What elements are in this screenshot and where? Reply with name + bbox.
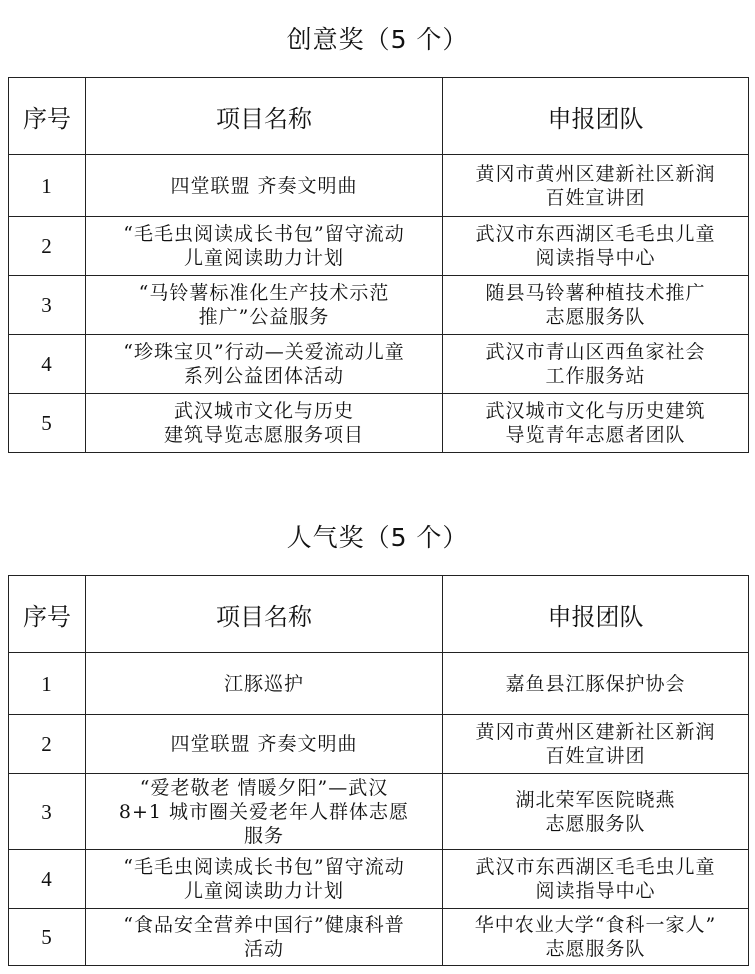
project-name: 四堂联盟 齐奏文明曲 bbox=[86, 715, 443, 774]
project-name: “毛毛虫阅读成长书包”留守流动 儿童阅读助力计划 bbox=[86, 850, 443, 909]
header-project-name: 项目名称 bbox=[86, 576, 443, 653]
popularity-award-table bbox=[8, 575, 749, 966]
team-name: 黄冈市黄州区建新社区新润 百姓宣讲团 bbox=[443, 715, 749, 774]
table-row bbox=[9, 217, 749, 276]
section-title-creative: 创意奖（5 个） bbox=[286, 25, 469, 54]
table-row bbox=[9, 774, 749, 850]
table-row bbox=[9, 653, 749, 715]
table-row bbox=[9, 335, 749, 394]
project-name: “爱老敬老 情暖夕阳”—武汉 8+1 城市圈关爱老年人群体志愿 服务 bbox=[86, 774, 443, 850]
row-number: 5 bbox=[9, 909, 86, 966]
row-number: 1 bbox=[9, 653, 86, 715]
row-number: 2 bbox=[9, 217, 86, 276]
row-number: 3 bbox=[9, 774, 86, 850]
project-name: “马铃薯标准化生产技术示范 推广”公益服务 bbox=[86, 276, 443, 335]
header-number: 序号 bbox=[9, 576, 86, 653]
header-project-name: 项目名称 bbox=[86, 78, 443, 155]
project-name: 江豚巡护 bbox=[86, 653, 443, 715]
project-name: 武汉城市文化与历史 建筑导览志愿服务项目 bbox=[86, 394, 443, 453]
table-row bbox=[9, 394, 749, 453]
team-name: 黄冈市黄州区建新社区新润 百姓宣讲团 bbox=[443, 155, 749, 217]
team-name: 武汉市东西湖区毛毛虫儿童 阅读指导中心 bbox=[443, 850, 749, 909]
table-row bbox=[9, 155, 749, 217]
team-name: 随县马铃薯种植技术推广 志愿服务队 bbox=[443, 276, 749, 335]
row-number: 4 bbox=[9, 335, 86, 394]
header-team: 申报团队 bbox=[443, 78, 749, 155]
header-team: 申报团队 bbox=[443, 576, 749, 653]
header-number: 序号 bbox=[9, 78, 86, 155]
row-number: 2 bbox=[9, 715, 86, 774]
table-row bbox=[9, 909, 749, 966]
creative-award-table bbox=[8, 77, 749, 453]
table-header-row bbox=[9, 78, 749, 155]
project-name: 四堂联盟 齐奏文明曲 bbox=[86, 155, 443, 217]
table-row bbox=[9, 276, 749, 335]
team-name: 武汉市东西湖区毛毛虫儿童 阅读指导中心 bbox=[443, 217, 749, 276]
team-name: 武汉城市文化与历史建筑 导览青年志愿者团队 bbox=[443, 394, 749, 453]
table-header-row bbox=[9, 576, 749, 653]
row-number: 5 bbox=[9, 394, 86, 453]
team-name: 武汉市青山区西鱼家社会 工作服务站 bbox=[443, 335, 749, 394]
team-name: 华中农业大学“食科一家人” 志愿服务队 bbox=[443, 909, 749, 966]
project-name: “珍珠宝贝”行动—关爱流动儿童 系列公益团体活动 bbox=[86, 335, 443, 394]
table-row bbox=[9, 715, 749, 774]
project-name: “毛毛虫阅读成长书包”留守流动 儿童阅读助力计划 bbox=[86, 217, 443, 276]
project-name: “食品安全营养中国行”健康科普 活动 bbox=[86, 909, 443, 966]
table-row bbox=[9, 850, 749, 909]
row-number: 3 bbox=[9, 276, 86, 335]
team-name: 嘉鱼县江豚保护协会 bbox=[443, 653, 749, 715]
row-number: 1 bbox=[9, 155, 86, 217]
team-name: 湖北荣军医院晓燕 志愿服务队 bbox=[443, 774, 749, 850]
row-number: 4 bbox=[9, 850, 86, 909]
section-title-popularity: 人气奖（5 个） bbox=[286, 523, 469, 552]
